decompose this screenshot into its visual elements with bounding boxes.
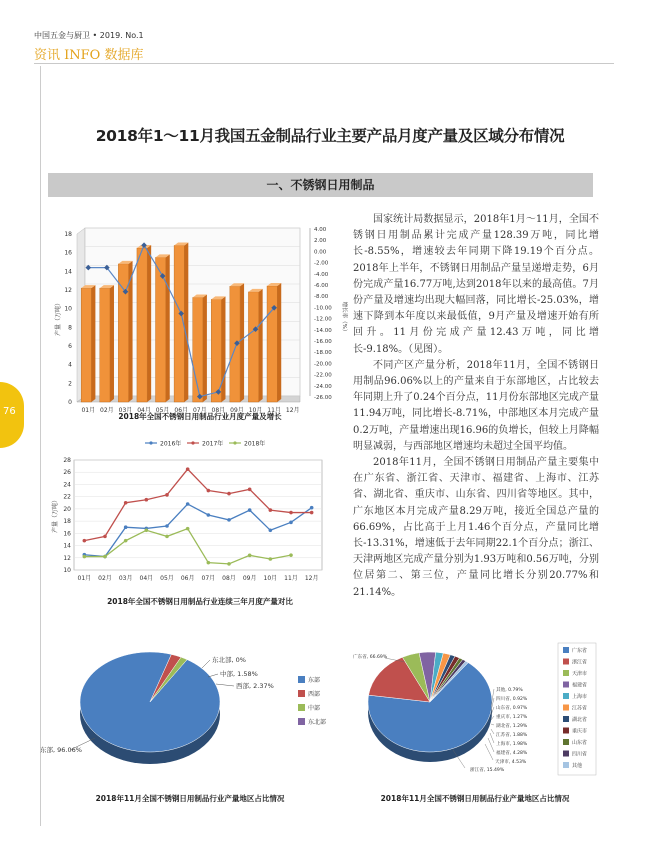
y-tick-label: 28 [63,457,71,464]
x-tick-label: 05月 [155,407,170,414]
bar-side [110,285,114,402]
series-point [269,528,273,532]
page-title: 2018年1～11月我国五金制品行业主要产品月度产量及区域分布情况 [95,127,565,145]
y2-tick-label: -26.00 [314,395,332,401]
region-pie-chart [40,640,340,810]
legend-swatch [563,659,569,665]
series-point [165,524,169,528]
series-point [207,561,211,565]
x-tick-label: 03月 [118,575,133,582]
region-data-label: 中部, 1.58% [220,670,258,678]
legend-swatch [298,718,305,725]
y2-tick-label: -10.00 [314,305,332,312]
province-leader-line [491,724,494,725]
series-point [248,508,252,512]
x-tick-label: 03月 [118,407,133,414]
bar [267,286,277,402]
y2-tick-label: -12.00 [314,316,332,323]
section-header: 资讯 INFO 数据库 [34,48,144,63]
y-tick-label: 14 [64,268,72,276]
y-tick-label: 22 [63,493,71,501]
region-leader-line [202,660,210,668]
series-point [227,492,231,496]
y2-tick-label: -8.00 [314,294,329,301]
series-point [165,535,169,539]
x-tick-label: 01月 [81,407,96,414]
x-tick-label: 08月 [222,575,236,582]
x-tick-label: 04月 [139,575,154,582]
bar-chart-title: 2018年全国不锈钢日用制品行业月度产量及增长 [118,412,282,421]
article-body [353,212,599,601]
legend-label: 福建省 [572,682,588,689]
legend-label: 中部 [308,705,321,712]
province-data-label: 其他, 0.79% [496,688,523,693]
province-data-label: 上海市, 1.98% [496,742,528,747]
bar [100,288,110,402]
series-point [227,518,231,522]
legend-swatch [563,762,569,768]
province-leader-line [490,733,494,743]
section-heading: 一、不锈钢日用制品 [48,173,593,197]
y-tick-label: 18 [64,231,72,238]
x-tick-label: 05月 [160,575,174,582]
bar-side [203,294,207,402]
bar-side [166,254,170,402]
y2-tick-label: -18.00 [314,350,332,357]
legend-swatch [563,705,569,711]
series-point [310,511,314,515]
legend-swatch [563,739,569,745]
legend-swatch [298,704,305,711]
legend-swatch [563,751,569,757]
legend-label: 湖北省 [572,717,588,723]
magazine-header: 中国五金与厨卫 • 2019. No.1 [34,31,144,40]
y2-tick-label: -14.00 [314,327,332,334]
x-tick-label: 01月 [77,575,92,582]
legend-label: 天津市 [572,671,588,677]
legend-label: 江苏省 [572,705,588,712]
line-chart [50,430,350,610]
series-point [289,511,293,515]
y2-tick-label: -20.00 [314,361,332,368]
province-data-label: 浙江省, 15.49% [470,768,505,773]
bar-side [147,245,151,402]
plot-area [74,460,322,570]
province-data-label: 福建省, 4.28% [496,751,528,756]
bar-side [259,289,263,402]
y2-tick-label: -24.00 [314,383,332,390]
series-point [310,506,314,510]
legend-marker [191,441,194,444]
series-point [186,467,190,471]
y2-tick-label: -2.00 [314,260,329,267]
series-point [289,521,293,525]
region-pie-title: 2018年11月全国不锈钢日用制品行业产量地区占比情况 [95,794,285,803]
series-point [165,493,169,497]
paragraph-1: 国家统计局数据显示，2018年1月～11月，全国不锈钢日用制品累计完成产量128.39万吨，同比增长-8.55%，增速较去年同期下降19.19个百分点。2018年上半年，不锈钢日用制品产量呈递增走势，6月份完成产量16.77万吨,达到2018年以来的最高值。7月份产量及增速均出现大幅回落，同比增长-25.03%，增速下降到本年度以来最低值，9月产量及增速开始有所回升。11月份完成产量12.43万吨，同比增长-9.18%。（见图）。 [353,214,599,355]
paragraph-2: 不同产区产量分析，2018年11月，全国不锈钢日用制品96.06%以上的产量来自于东部地区，占比较去年同期上升了0.24个百分点，11月份东部地区完成产量11.94万吨，同比增长-8.71%，中部地区本月完成产量0.2万吨，产量增速出现16.96的负增长，但较上月降幅明显减弱，与西部地区增速均未超过全国平均值。 [353,359,599,452]
series-point [103,535,107,539]
y-tick-label: 12 [63,554,71,562]
bar-side [277,283,281,402]
x-tick-label: 10月 [263,575,278,582]
province-leader-line [488,738,494,752]
province-data-label: 山东省, 0.97% [496,706,528,711]
province-pie-title: 2018年11月全国不锈钢日用制品行业产量地区占比情况 [380,794,570,803]
y-axis-label: 产量（万吨） [52,496,59,534]
y-tick-label: 12 [64,287,72,294]
bar-chart [50,222,350,432]
bar [174,245,184,402]
province-data-label: 四川省, 0.92% [496,697,528,702]
legend-label: 其他 [572,763,583,769]
legend-swatch [563,670,569,676]
series-point [83,539,87,543]
x-tick-label: 04月 [137,407,151,414]
province-data-label: 广东省, 66.69% [353,655,388,660]
y-axis-label: 产量（万吨） [55,299,62,337]
x-tick-label: 02月 [98,575,112,582]
legend-label: 2018年 [244,440,266,448]
y2-tick-label: 0.00 [314,249,327,256]
y-tick-label: 4 [68,361,72,369]
series-point [269,508,273,512]
y2-tick-label: -22.00 [314,372,332,379]
region-data-label: 西部, 2.37% [236,682,274,690]
province-pie-chart [345,640,615,810]
y-tick-label: 26 [63,469,71,477]
series-point [186,502,190,506]
series-point [124,539,128,543]
y-tick-label: 10 [63,567,71,574]
x-tick-label: 07月 [201,575,216,582]
legend-swatch [563,728,569,734]
y-tick-label: 16 [64,249,72,257]
series-point [103,555,107,559]
series-point [207,513,211,517]
y2-tick-label: -16.00 [314,339,332,345]
legend-label: 东部 [308,677,321,684]
legend-label: 山东省 [572,740,588,746]
y-tick-label: 24 [63,481,71,489]
y2-tick-label: 2.00 [314,238,327,245]
region-data-label: 东北部, 0% [212,656,246,664]
bar-side [184,242,188,402]
y-tick-label: 0 [68,399,72,406]
legend-label: 上海市 [572,694,588,700]
y-tick-label: 6 [68,343,72,350]
bar-side [91,285,95,402]
y2-axis-label: 增长率（%） [341,301,347,335]
series-point [145,498,149,502]
x-tick-label: 11月 [267,407,281,414]
bar [248,292,258,402]
series-point [207,489,211,493]
legend-swatch [563,716,569,722]
y-tick-label: 8 [68,324,72,332]
legend-label: 2016年 [160,440,182,448]
series-point [145,528,149,532]
x-tick-label: 06月 [174,407,189,414]
province-data-label: 江苏省, 1.88% [496,733,528,738]
y-tick-label: 16 [63,530,71,538]
region-data-label: 东部, 96.06% [40,746,82,754]
x-tick-label: 06月 [180,575,195,582]
series-point [227,562,231,566]
x-tick-label: 10月 [248,407,263,414]
legend-label: 东北部 [308,719,327,726]
series-point [124,525,128,529]
y-tick-label: 10 [64,305,72,313]
y-tick-label: 2 [68,380,72,388]
y2-tick-label: -6.00 [314,283,329,289]
x-tick-label: 09月 [230,407,244,414]
legend-label: 四川省 [572,751,588,758]
province-data-label: 重庆市, 1.27% [496,715,528,720]
line-chart-title: 2018年全国不锈钢日用制品行业连续三年月度产量对比 [107,597,293,606]
series-point [269,557,273,561]
bar-side [240,283,244,402]
legend-label: 2017年 [202,440,224,448]
bar [81,288,91,402]
bar [137,248,147,402]
x-tick-label: 02月 [100,407,114,414]
y-tick-label: 20 [63,505,71,513]
x-tick-label: 08月 [211,407,226,414]
series-point [186,527,190,531]
legend-marker [149,441,152,444]
legend-label: 浙江省 [572,659,588,666]
legend-marker [233,441,236,444]
province-leader-line [491,729,494,734]
x-tick-label: 07月 [192,407,207,414]
series-point [124,501,128,505]
bar-side [221,296,225,402]
legend-label: 重庆市 [572,728,588,735]
paragraph-3: 2018年11月，全国不锈钢日用制品产量主要集中在广东省、浙江省、天津市、福建省、上海市、江苏省、湖北省、重庆市、山东省、四川省等地区。其中，广东地区本月完成产量8.29万吨，接近全国总产量的66.69%，占比高于上月1.46个百分点，产量同比增长-13.31%，增速低于去年同期22.1个百分点；浙江、天津两地区完成产量分别为1.93万吨和0.56万吨，分别位居第二、第三位，产量同比增长分别20.77%和21.14%。 [353,457,599,598]
page-number: 76 [3,406,16,417]
header-divider [34,63,614,64]
province-data-label: 天津市, 4.53% [495,760,527,765]
y2-tick-label: -4.00 [314,271,329,278]
legend-swatch [563,682,569,688]
legend-swatch [563,693,569,699]
x-tick-label: 11月 [284,575,298,582]
x-tick-label: 12月 [285,407,300,414]
legend-swatch [298,690,305,697]
legend-swatch [563,647,569,653]
legend-label: 广东省 [572,648,588,654]
y-tick-label: 14 [63,542,71,550]
legend-label: 西部 [308,691,321,698]
series-point [83,555,87,559]
series-point [248,554,252,558]
y2-tick-label: 4.00 [314,227,327,233]
series-point [248,488,252,492]
y-tick-label: 18 [63,518,71,526]
province-data-label: 湖北省, 1.29% [496,724,528,729]
x-tick-label: 12月 [304,575,319,582]
region-leader-line [216,684,234,686]
legend-swatch [298,676,305,683]
x-tick-label: 09月 [242,575,257,582]
series-point [289,553,293,557]
